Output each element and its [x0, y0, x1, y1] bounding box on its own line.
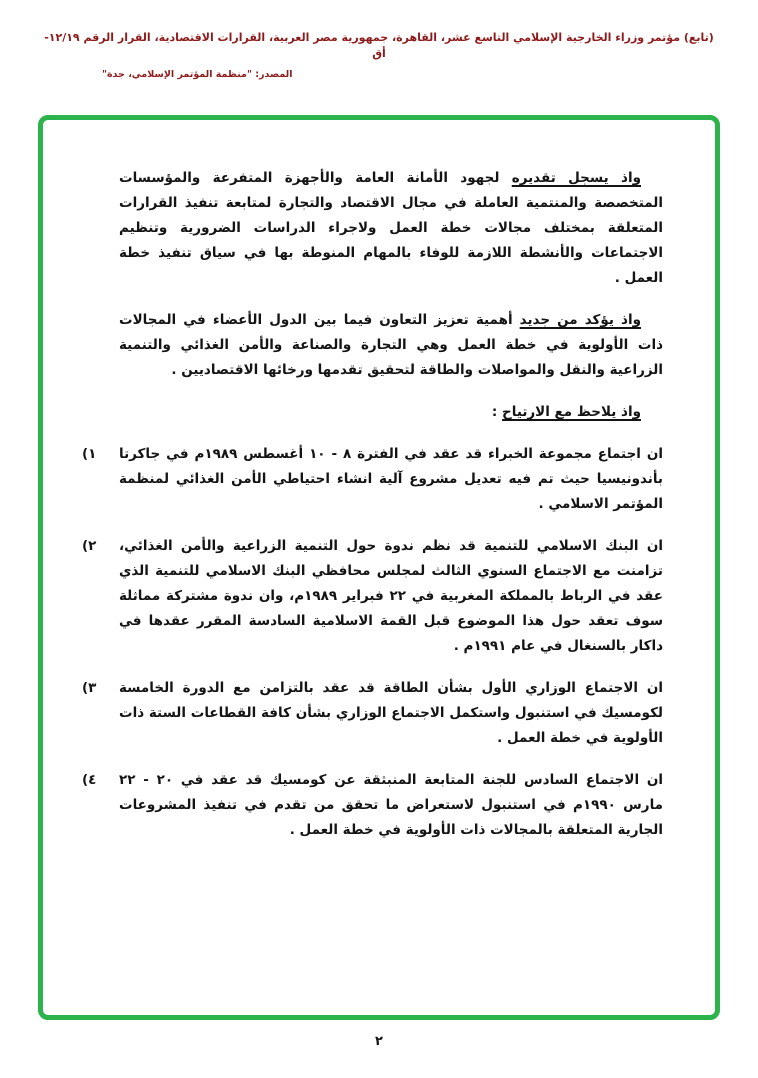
- item-number: ١): [82, 446, 97, 462]
- item-number: ٣): [82, 680, 97, 696]
- header-source: المصدر: "منظمة المؤتمر الإسلامي، جدة": [102, 69, 293, 80]
- item-text: ان الاجتماع السادس للجنة المتابعة المنبثقة عن كومسيك قد عقد في ٢٠ - ٢٢ مارس ١٩٩٠م في استنبول لاستعراض ما تحقق من تقدم في تنفيذ المشروعات الجارية المتعلقة بالمجالات ذات الأولوية في خطة العمل .: [119, 772, 663, 838]
- item-text: ان الاجتماع الوزاري الأول بشأن الطاقة قد عقد بالتزامن مع الدورة الخامسة لكومسيك في استنبول واستكمل الاجتماع الوزاري بشأن كافة القطاعات الستة ذات الأولوية في خطة العمل .: [119, 680, 663, 746]
- paragraph-text: لجهود الأمانة العامة والأجهزة المتفرعة والمؤسسات المتخصصة والمنتمية العاملة في مجال الاقتصاد والتجارة لمتابعة تنفيذ القرارات المتعلقة بمختلف مجالات خطة العمل ولاجراء الدراسات الضرورية وتنظيم الاجتماعات والأنشطة اللازمة للوفاء بالمهام المنوطة بها في سياق تنفيذ خطة العمل .: [119, 170, 663, 286]
- item-text: ان اجتماع مجموعة الخبراء قد عقد في الفترة ٨ - ١٠ أغسطس ١٩٨٩م في جاكرتا بأندونيسيا حيث تم فيه تعديل مشروع آلية انشاء احتياطي الأمن الغذائي لمنظمة المؤتمر الاسلامي .: [119, 446, 663, 512]
- paragraph-appreciation: [119, 166, 663, 291]
- item-text: ان البنك الاسلامي للتنمية قد نظم ندوة حول التنمية الزراعية والأمن الغذائي، تزامنت مع الاجتماع السنوي الثالث لمجلس محافظي البنك الاسلامي للتنمية الذي عقد في الرباط بالمملكة المغربية في ٢٢ فبراير ١٩٨٩م، وان ندوة مشتركة مماثلة سوف تعقد حول هذا الموضوع قبل القمة الاسلامية السادسة المقرر عقدها في داكار بالسنغال في عام ١٩٩١م .: [119, 538, 663, 654]
- list-item: [82, 534, 663, 659]
- item-number: ٤): [82, 772, 97, 788]
- paragraph-lead-underlined: واذ يلاحظ مع الارتياح: [502, 404, 641, 420]
- list-item: [82, 676, 663, 751]
- paragraph-lead-underlined: واذ يؤكد من جديد: [519, 312, 641, 328]
- paragraph-text: أهمية تعزيز التعاون فيما بين الدول الأعضاء في المجالات ذات الأولوية في خطة العمل وهي التجارة والصناعة والأمن الغذائي والتنمية الزراعية والنقل والمواصلات والطاقة لتحقيق تقدمها ورخائها الاقتصاديين .: [119, 312, 663, 378]
- document-body: [43, 120, 715, 1015]
- item-number: ٢): [82, 538, 97, 554]
- list-item: [82, 442, 663, 517]
- paragraph-noting-heading: [119, 400, 663, 425]
- document-header: [40, 30, 718, 80]
- header-citation: (تابع) مؤتمر وزراء الخارجية الإسلامي التاسع عشر، القاهرة، جمهورية مصر العربية، القرارات الاقتصادية، القرار الرقم ١٢/١٩-أق: [44, 31, 714, 60]
- content-frame-border: [38, 115, 720, 1020]
- paragraph-reaffirmation: [119, 308, 663, 383]
- paragraph-lead-underlined: واذ يسجل تقديره: [511, 170, 641, 186]
- list-item: [82, 768, 663, 843]
- page-number: ٢: [375, 1034, 383, 1049]
- paragraph-text: :: [491, 404, 503, 420]
